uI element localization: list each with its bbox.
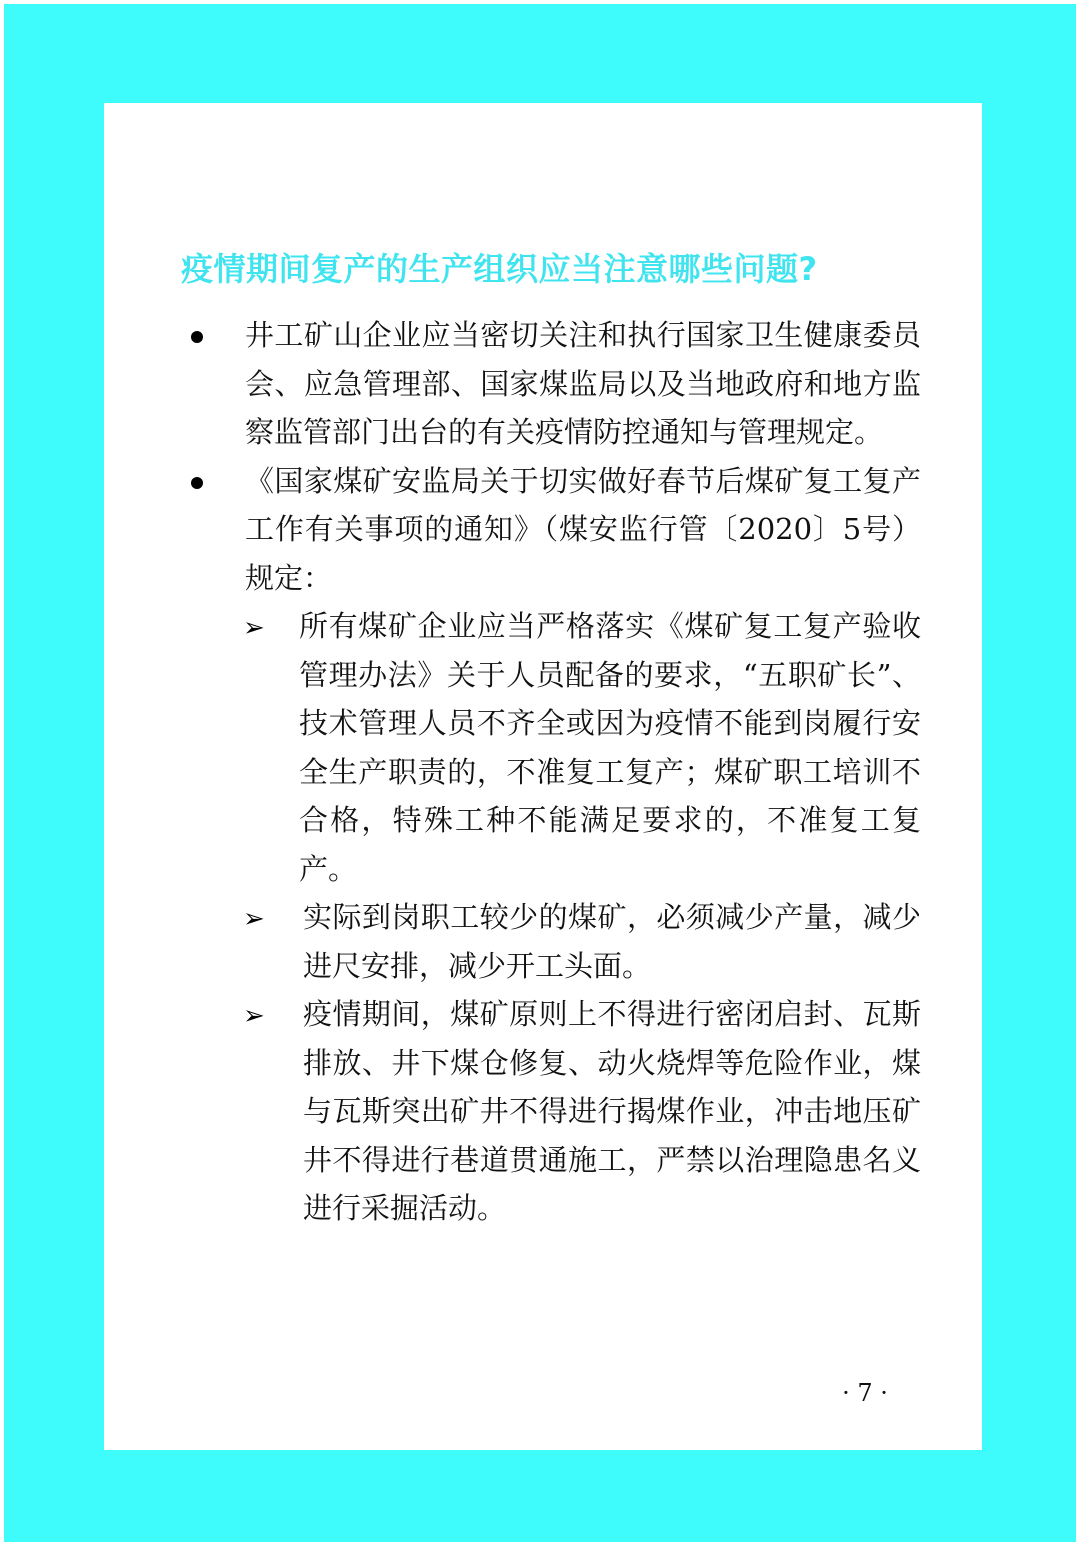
arrow-bullet-icon: ➢ bbox=[243, 1001, 265, 1031]
page-number: · 7 · bbox=[842, 1379, 888, 1407]
bullet-dot-icon bbox=[191, 331, 203, 343]
sub-item-text: 疫情期间，煤矿原则上不得进行密闭启封、瓦斯排放、井下煤仓修复、动火烧焊等危险作业，煤与瓦斯突出矿井不得进行揭煤作业，冲击地压矿井不得进行巷道贯通施工，严禁以治理隐患名义进行采掘活动。 bbox=[303, 997, 921, 1225]
page-content bbox=[104, 311, 982, 1233]
page-title: 疫情期间复产的生产组织应当注意哪些问题? bbox=[181, 250, 818, 288]
sub-item-2 bbox=[104, 893, 921, 990]
sub-item-text: 实际到岗职工较少的煤矿，必须减少产量，减少进尺安排，减少开工头面。 bbox=[303, 900, 921, 983]
sub-item-text: 所有煤矿企业应当严格落实《煤矿复工复产验收管理办法》关于人员配备的要求，“五职矿长”、技术管理人员不齐全或因为疫情不能到岗履行安全生产职责的，不准复工复产；煤矿职工培训不合格，特殊工种不能满足要求的，不准复工复产。 bbox=[299, 609, 921, 886]
bullet-item-text: 井工矿山企业应当密切关注和执行国家卫生健康委员会、应急管理部、国家煤监局以及当地政府和地方监察监管部门出台的有关疫情防控通知与管理规定。 bbox=[245, 318, 921, 449]
page-border-frame bbox=[4, 4, 1076, 1542]
sub-item-1 bbox=[104, 602, 921, 893]
bullet-item-text: 《国家煤矿安监局关于切实做好春节后煤矿复工复产工作有关事项的通知》（煤安监行管〔2020〕5号）规定： bbox=[245, 463, 921, 595]
arrow-bullet-icon: ➢ bbox=[243, 613, 265, 643]
page-sheet bbox=[104, 103, 982, 1450]
bullet-dot-icon bbox=[191, 477, 203, 489]
sub-item-3 bbox=[104, 990, 921, 1233]
bullet-item-1 bbox=[104, 311, 921, 457]
bullet-item-2 bbox=[104, 457, 921, 603]
arrow-bullet-icon: ➢ bbox=[243, 904, 265, 934]
